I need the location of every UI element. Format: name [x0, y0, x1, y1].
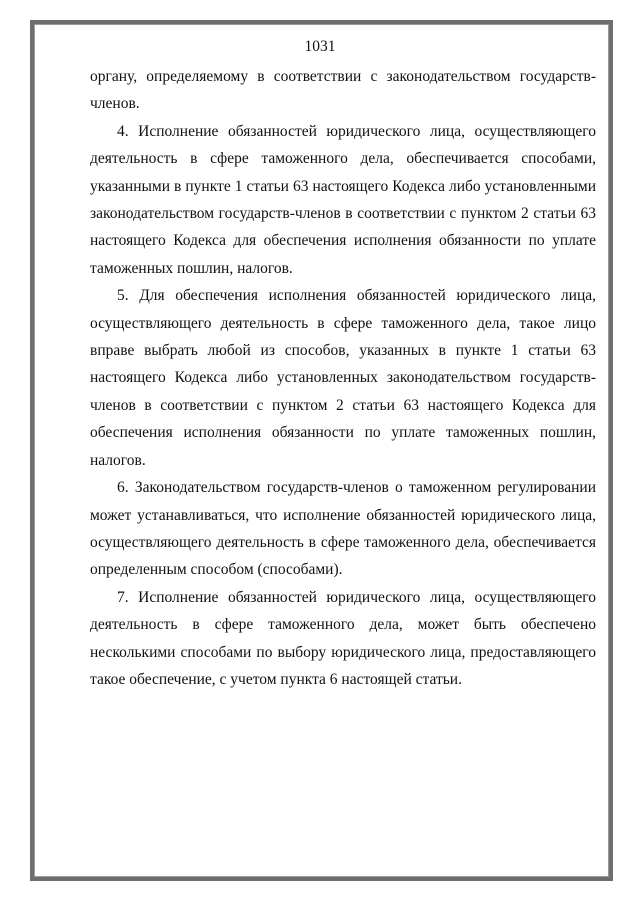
paragraph-item-6: 6. Законодательством государств-членов о таможенном регулировании может устанавливаться, что исполнение обязанностей юридического лица, осуществляющего деятельность в сфере таможенного дела, обеспечивается определенным способом (способами). [90, 479, 596, 579]
paragraph-item-7: 7. Исполнение обязанностей юридического лица, осуществляющего деятельность в сфере таможенного дела, может быть обеспечено несколькими способами по выбору юридического лица, предоставляющего такое обеспечение, с учетом пункта 6 настоящей статьи. [90, 588, 596, 688]
page-number: 1031 [304, 38, 336, 55]
paragraph-item-4: 4. Исполнение обязанностей юридического лица, осуществляющего деятельность в сфере таможенного дела, обеспечивается способами, указанными в пункте 1 статьи 63 настоящего Кодекса либо установленными законодательством государств-членов в соответствии с пунктом 2 статьи 63 настоящего Кодекса для обеспечения исполнения обязанности по уплате таможенных пошлин, налогов. [90, 122, 596, 277]
paragraph-item-5: 5. Для обеспечения исполнения обязанностей юридического лица, осуществляющего деятельность в сфере таможенного дела, такое лицо вправе выбрать любой из способов, указанных в пункте 1 статьи 63 настоящего Кодекса либо установленных законодательством государств-членов в соответствии с пунктом 2 статьи 63 настоящего Кодекса для обеспечения исполнения обязанности по уплате таможенных пошлин, налогов. [90, 287, 596, 469]
document-body [90, 63, 596, 693]
paragraph-continuation: органу, определяемому в соответствии с законодательством государств-членов. [90, 68, 596, 113]
